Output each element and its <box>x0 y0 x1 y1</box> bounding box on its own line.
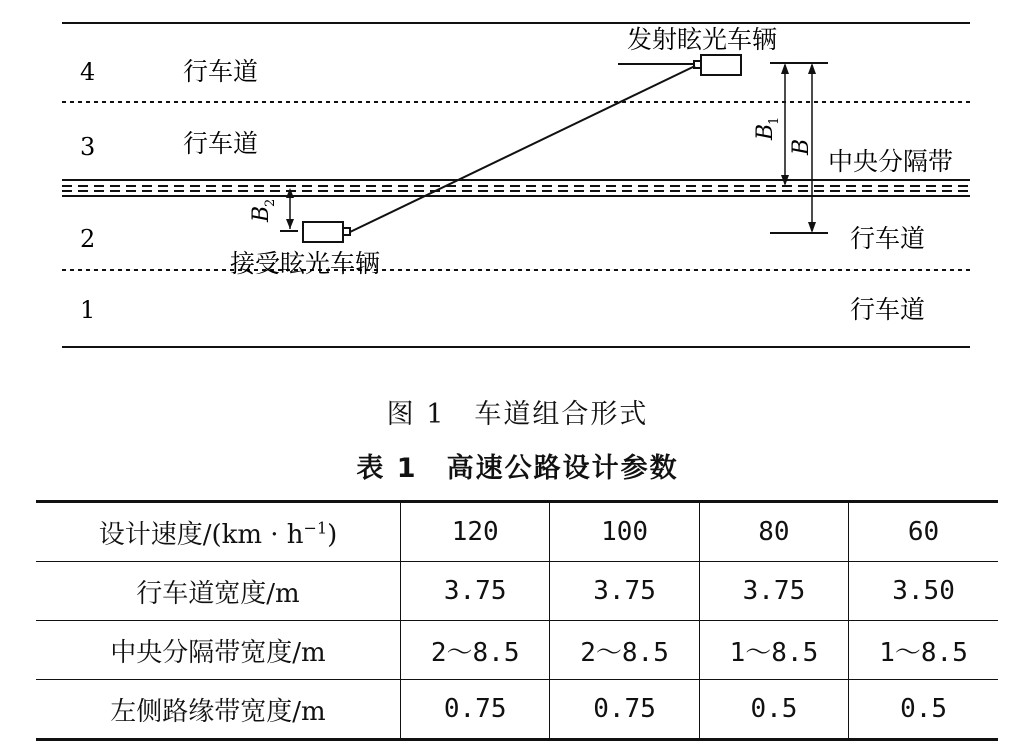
table-cell: 3.75 <box>550 562 699 621</box>
table-cell: 1～8.5 <box>699 621 848 680</box>
row-header-end: ) <box>327 519 338 550</box>
design-parameters-table <box>36 500 998 741</box>
table-cell: 60 <box>849 502 998 562</box>
table-cell: 100 <box>550 502 699 562</box>
lane-number-3: 3 <box>80 133 96 161</box>
table-title: 表 1 高速公路设计参数 <box>356 453 679 484</box>
lane-number-1: 1 <box>80 296 96 324</box>
figure-caption: 图 1 车道组合形式 <box>386 399 649 430</box>
table-cell: 0.75 <box>401 680 550 740</box>
b2-arrowhead-top <box>286 188 294 198</box>
table-cell: 120 <box>401 502 550 562</box>
row-header-superscript: −1 <box>303 517 328 537</box>
b2-symbol: B <box>249 205 274 222</box>
row-header: 左侧路缘带宽度/m <box>36 680 401 740</box>
row-header <box>36 502 401 562</box>
table-cell: 80 <box>699 502 848 562</box>
b1-subscript: 1 <box>767 116 782 125</box>
table-cell: 0.5 <box>849 680 998 740</box>
table-cell: 3.75 <box>401 562 550 621</box>
lane-label-4: 行车道 <box>183 57 259 86</box>
table-cell: 3.75 <box>699 562 848 621</box>
receiving-vehicle-label: 接受眩光车辆 <box>230 249 381 278</box>
table-cell: 0.5 <box>699 680 848 740</box>
b1-symbol: B <box>753 123 778 140</box>
receiving-vehicle-headlamp <box>343 228 350 235</box>
b-arrowhead-bottom <box>808 222 816 233</box>
table-row-lane-width <box>36 562 998 621</box>
lane-number-4: 4 <box>80 58 96 86</box>
receiving-vehicle-body <box>303 222 343 242</box>
glare-vehicle-body <box>701 55 741 75</box>
table-cell: 2～8.5 <box>550 621 699 680</box>
lane-number-2: 2 <box>80 225 96 253</box>
lane-label-3: 行车道 <box>183 129 259 158</box>
table-cell: 1～8.5 <box>849 621 998 680</box>
lane-label-2: 行车道 <box>850 224 926 253</box>
table-row-design-speed <box>36 502 998 562</box>
table-cell: 0.75 <box>550 680 699 740</box>
table-row-median-width <box>36 621 998 680</box>
b1-arrowhead-top <box>781 63 789 74</box>
row-header: 中央分隔带宽度/m <box>36 621 401 680</box>
lane-label-1: 行车道 <box>850 295 926 324</box>
b-symbol: B <box>789 138 814 155</box>
b2-arrowhead-bottom <box>286 219 294 229</box>
median-label: 中央分隔带 <box>828 147 954 176</box>
table-cell: 3.50 <box>849 562 998 621</box>
table-cell: 2～8.5 <box>401 621 550 680</box>
table-row-left-shoulder-width <box>36 680 998 740</box>
b2-subscript: 2 <box>263 198 278 207</box>
glare-light-ray <box>350 66 695 232</box>
b-arrowhead-top <box>808 63 816 74</box>
row-header-text: 设计速度/(km · h <box>98 519 304 550</box>
row-header: 行车道宽度/m <box>36 562 401 621</box>
glare-vehicle-label: 发射眩光车辆 <box>627 25 778 54</box>
